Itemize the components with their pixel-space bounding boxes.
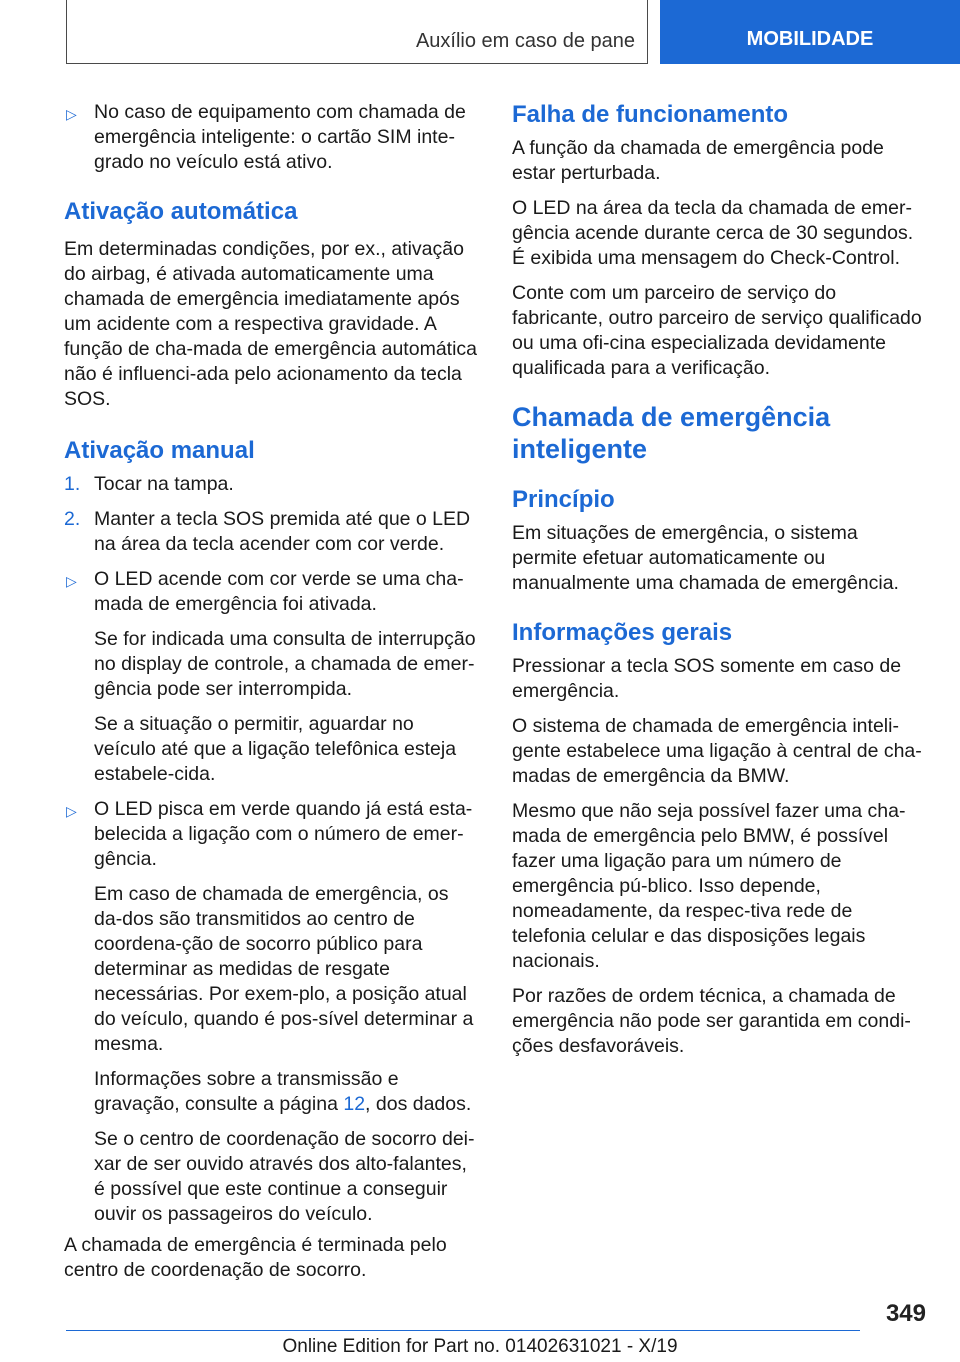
page-link[interactable]: 12 (343, 1093, 366, 1115)
heading-malfunction: Falha de funcionamento (512, 101, 789, 128)
footer-divider (66, 1330, 860, 1331)
paragraph: Informações sobre a transmissão e gravação, consulte a página 12, dos dados. (94, 1068, 472, 1115)
section-title: Auxílio em caso de pane (415, 30, 635, 52)
page-number: 349 (885, 1300, 926, 1327)
heading-smart-emergency-call: Chamada de emergência inteligente (512, 402, 831, 464)
heading-general-info: Informações gerais (512, 619, 733, 646)
triangle-bullet-icon: ▷ (66, 106, 77, 122)
paragraph: A chamada de emergência é terminada pelo centro de coordenação de socorro. (64, 1234, 447, 1281)
paragraph: Em determinadas condições, por ex., ativação do airbag, é ativada automaticamente uma chamada de emergência imediatamente após um acidente com a respectiva gravidade. A função de cha-mada de emergência automática não é influenci-ada pelo acionamento da tecla SOS. (64, 238, 478, 410)
paragraph: Se for indicada uma consulta de interrupção no display de controle, a chamada de emer-gência pode ser interrompida. (94, 628, 476, 700)
list-item: ▷ O LED pisca em verde quando já está esta-belecida a ligação com o número de emer-gência. (66, 798, 473, 870)
heading-principle: Princípio (512, 486, 615, 513)
step-item: 2. Manter a tecla SOS premida até que o LED na área da tecla acender com cor verde. (64, 508, 471, 555)
paragraph: Conte com um parceiro de serviço do fabricante, outro parceiro de serviço qualificado ou uma ofi-cina especializada devidamente qualificada para a verificação. (512, 282, 922, 379)
header-box (66, 0, 648, 64)
triangle-bullet-icon: ▷ (66, 573, 77, 589)
paragraph: Em caso de chamada de emergência, os da-dos são transmitidos ao centro de coordena-ção de socorro público para determinar as medidas de resgate necessárias. Por exem-plo, a posição atual do veículo, quando é pos-sível determinar a mesma. (94, 883, 474, 1055)
heading-manual-activation: Ativação manual (64, 437, 255, 464)
paragraph: Se o centro de coordenação de socorro dei-xar de ser ouvido através dos alto-falantes, é possível que este continue a conseguir ouvir os passageiros do veículo. (94, 1128, 475, 1225)
paragraph: Pressionar a tecla SOS somente em caso de emergência. (512, 655, 902, 702)
section-tab[interactable]: MOBILIDADE (660, 0, 960, 64)
step-number: 2. (64, 508, 81, 530)
paragraph: O LED na área da tecla da chamada de emer-gência acende durante cerca de 30 segundos. É exibida uma mensagem do Check-Control. (512, 197, 914, 269)
paragraph: Se a situação o permitir, aguardar no veículo até que a ligação telefônica esteja estabele-cida. (94, 713, 457, 785)
paragraph: A função da chamada de emergência pode estar perturbada. (512, 137, 884, 184)
list-item: ▷ O LED acende com cor verde se uma cha-mada de emergência foi ativada. (66, 568, 464, 615)
paragraph: Mesmo que não seja possível fazer uma cha-mada de emergência pelo BMW, é possível fazer uma ligação para um número de emergência pú-blico. Isso depende, nomeadamente, da respec-tiva rede de telefonia celular e das disposições legais nacionais. (512, 800, 906, 972)
heading-auto-activation: Ativação automática (64, 198, 298, 225)
paragraph: Em situações de emergência, o sistema permite efetuar automaticamente ou manualmente uma chamada de emergência. (512, 522, 899, 594)
footer-edition: Online Edition for Part no. 01402631021 - X/19 (282, 1336, 678, 1357)
paragraph: O sistema de chamada de emergência inteli-gente estabelece uma ligação à central de cha-madas de emergência da BMW. (512, 715, 922, 787)
right-column (512, 100, 926, 1069)
left-column (64, 100, 478, 1293)
list-item: ▷ No caso de equipamento com chamada de emergência inteligente: o cartão SIM inte-grado no veículo está ativo. (66, 101, 466, 173)
paragraph: Por razões de ordem técnica, a chamada de emergência não pode ser garantida em condi-ções desfavoráveis. (512, 985, 911, 1057)
triangle-bullet-icon: ▷ (66, 803, 77, 819)
step-number: 1. (64, 473, 81, 495)
step-item: 1. Tocar na tampa. (64, 473, 234, 495)
